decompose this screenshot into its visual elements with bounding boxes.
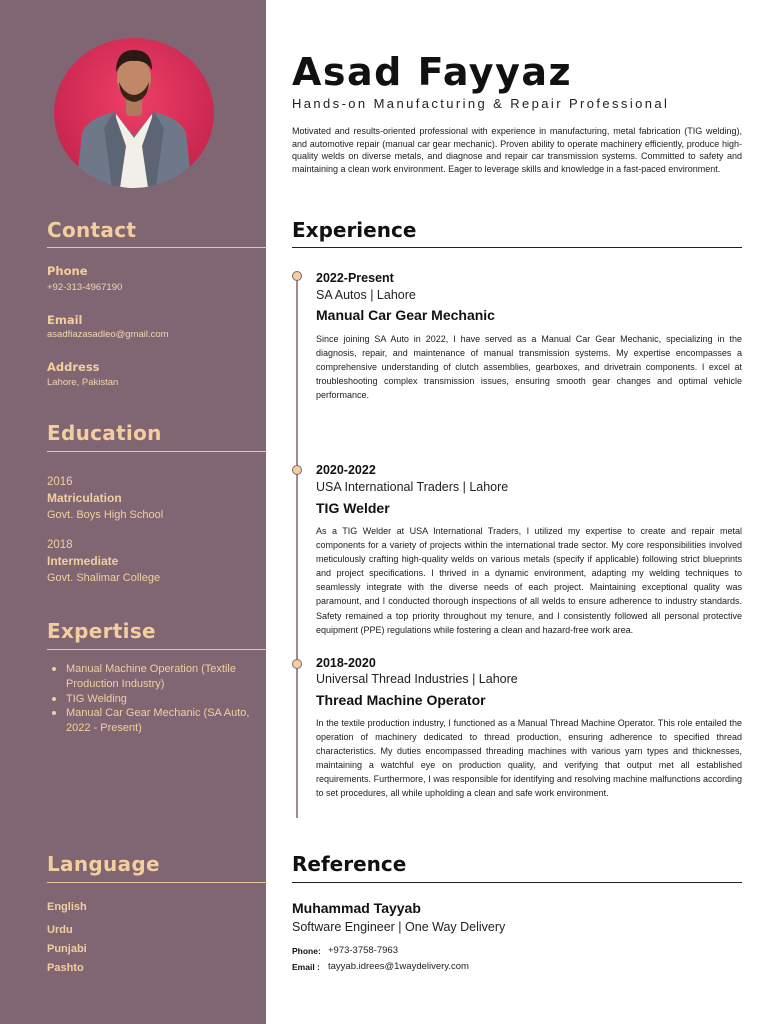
phone-label: Phone — [47, 264, 88, 278]
expertise-item: TIG Welding — [50, 692, 250, 707]
language-item: Punjabi — [47, 943, 87, 955]
sidebar — [0, 0, 266, 1024]
phone-value: +92-313-4967190 — [47, 282, 123, 293]
expertise-item: Manual Car Gear Mechanic (SA Auto, 2022 - Present) — [50, 706, 250, 736]
timeline-dot — [292, 271, 302, 281]
education-degree: Intermediate — [47, 554, 119, 568]
address-label: Address — [47, 360, 100, 374]
language-item: English — [47, 901, 87, 913]
education-school: Govt. Shalimar College — [47, 572, 161, 584]
experience-timeline — [296, 276, 298, 818]
job-role: Thread Machine Operator — [316, 692, 486, 708]
job-company: USA International Traders | Lahore — [316, 480, 509, 494]
education-year: 2016 — [47, 476, 73, 488]
expertise-list — [50, 662, 250, 736]
timeline-dot — [292, 659, 302, 669]
profile-summary: Motivated and results-oriented professional with experience in manufacturing, metal fabrication (TIG welding), and automotive repair (manual car gear mechanic). Proven ability to operate machinery efficiently, produce high-quality welds on diverse metals, and diagnose and repair car transmission systems. Committed to safety and maintaining a clean work environment. Eager to leverage skills and knowledge in a fast-paced environment. — [292, 126, 742, 174]
experience-divider — [292, 247, 742, 248]
timeline-dot — [292, 465, 302, 475]
job-role: TIG Welder — [316, 500, 390, 516]
education-divider — [47, 451, 266, 452]
contact-divider — [47, 247, 266, 248]
reference-email-label: Email : — [292, 962, 320, 972]
candidate-tagline: Hands-on Manufacturing & Repair Professional — [292, 96, 670, 111]
expertise-divider — [47, 649, 266, 650]
address-value: Lahore, Pakistan — [47, 377, 119, 388]
reference-name: Muhammad Tayyab — [292, 900, 421, 916]
job-description: Since joining SA Auto in 2022, I have served as a Manual Car Gear Mechanic, specializing in the diagnosis, repair, and maintenance of manual transmission systems. My expertise encompasses a comprehensive understanding of clutch assemblies, gearboxes, and drivetrain components. I excel at troubleshooting complex transmission issues, ensuring smooth gear changes and optimal vehicle performance. — [316, 334, 742, 401]
language-item: Urdu — [47, 924, 73, 936]
reference-phone: +973-3758-7963 — [328, 945, 398, 956]
job-years: 2022-Present — [316, 271, 394, 285]
person-illustration — [54, 38, 214, 188]
expertise-item: Manual Machine Operation (Textile Production Industry) — [50, 662, 250, 692]
job-years: 2020-2022 — [316, 463, 376, 477]
job-company: SA Autos | Lahore — [316, 288, 416, 302]
email-label: Email — [47, 313, 83, 327]
reference-divider — [292, 882, 742, 883]
email-value: asadfiazasadleo@gmail.com — [47, 329, 169, 340]
reference-role: Software Engineer | One Way Delivery — [292, 920, 506, 934]
language-divider — [47, 882, 266, 883]
expertise-heading: Expertise — [47, 619, 156, 643]
education-year: 2018 — [47, 539, 73, 551]
reference-heading: Reference — [292, 852, 407, 876]
candidate-name: Asad Fayyaz — [292, 50, 573, 94]
profile-photo — [54, 38, 214, 188]
job-years: 2018-2020 — [316, 656, 376, 670]
contact-heading: Contact — [47, 218, 137, 242]
language-item: Pashto — [47, 962, 84, 974]
education-heading: Education — [47, 421, 162, 445]
job-description: As a TIG Welder at USA International Traders, I utilized my expertise to create and repair metal components for a variety of projects within the international trade sector. My core responsibilities involved meticulously crafting high-quality welds on various metals (specify if applicable) following strict blueprints and project specifications. I thrived in a dynamic environment, adapting my welding techniques to seamlessly integrate with the diverse needs of each project. Maintaining exceptional quality was paramount, and I conducted thorough inspections of all welds to ensure adherence to industry standards. Safety remained a top priority throughout my tenure, and I consistently followed all personal protective equipment (PPE) regulations while fostering a clean and hazard-free work area. — [316, 526, 742, 635]
reference-phone-label: Phone: — [292, 946, 321, 956]
education-school: Govt. Boys High School — [47, 509, 164, 521]
language-heading: Language — [47, 852, 160, 876]
reference-email: tayyab.idrees@1waydelivery.com — [328, 961, 469, 972]
job-role: Manual Car Gear Mechanic — [316, 307, 495, 323]
job-company: Universal Thread Industries | Lahore — [316, 672, 518, 686]
job-description: In the textile production industry, I functioned as a Manual Thread Machine Operator. This role entailed the operation of machinery dedicated to thread production, ensuring adherence to specified thread characteristics. My duties encompassed threading machines with various yarn types and thicknesses, maintaining a watchful eye on production quality, and verifying that output met all established requirements. Furthermore, I was responsible for identifying and resolving machine malfunctions according to set procedures, all while upholding a clean and safe work environment. — [316, 718, 742, 799]
experience-heading: Experience — [292, 218, 417, 242]
education-degree: Matriculation — [47, 491, 122, 505]
